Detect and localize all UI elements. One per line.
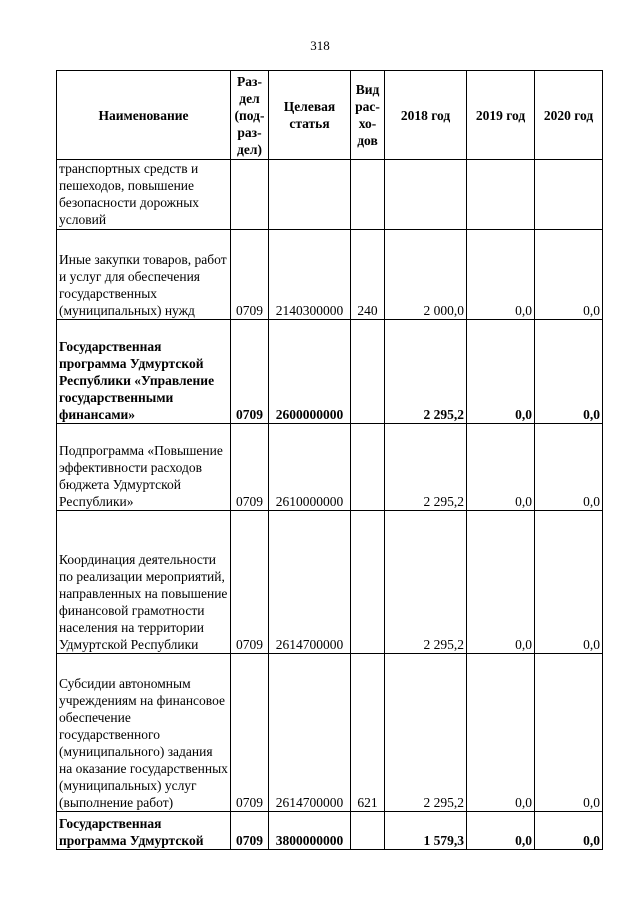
cell-section: 0709 <box>231 812 269 850</box>
cell-2019: 0,0 <box>467 230 535 320</box>
cell-2020: 0,0 <box>535 511 603 654</box>
budget-table <box>56 70 603 850</box>
table-row <box>57 424 603 511</box>
cell-target <box>269 160 351 230</box>
cell-2019: 0,0 <box>467 320 535 424</box>
cell-target: 2614700000 <box>269 511 351 654</box>
cell-2018: 2 295,2 <box>385 320 467 424</box>
cell-2019: 0,0 <box>467 424 535 511</box>
cell-type: 621 <box>351 654 385 812</box>
cell-2018: 2 295,2 <box>385 654 467 812</box>
header-name: Наименование <box>57 71 231 160</box>
cell-section: 0709 <box>231 424 269 511</box>
cell-type <box>351 424 385 511</box>
cell-section: 0709 <box>231 511 269 654</box>
table-header-row <box>57 71 603 160</box>
cell-2020: 0,0 <box>535 320 603 424</box>
cell-name: Государственная программа Удмуртской Республики «Управление государственными финансами» <box>57 320 231 424</box>
cell-type <box>351 320 385 424</box>
cell-2020 <box>535 160 603 230</box>
table-row <box>57 230 603 320</box>
table-row <box>57 160 603 230</box>
cell-2020: 0,0 <box>535 230 603 320</box>
table-row <box>57 320 603 424</box>
cell-section <box>231 160 269 230</box>
header-section: Раз- дел (под- раз- дел) <box>231 71 269 160</box>
table-row <box>57 812 603 850</box>
header-type: Вид рас- хо- дов <box>351 71 385 160</box>
cell-name: Подпрограмма «Повышение эффективности расходов бюджета Удмуртской Республики» <box>57 424 231 511</box>
cell-2018 <box>385 160 467 230</box>
cell-2019 <box>467 160 535 230</box>
cell-2018: 1 579,3 <box>385 812 467 850</box>
header-2019: 2019 год <box>467 71 535 160</box>
header-target: Целевая статья <box>269 71 351 160</box>
cell-2018: 2 295,2 <box>385 511 467 654</box>
header-2018: 2018 год <box>385 71 467 160</box>
cell-2020: 0,0 <box>535 654 603 812</box>
cell-type <box>351 511 385 654</box>
cell-2019: 0,0 <box>467 812 535 850</box>
cell-name: Координация деятельности по реализации мероприятий, направленных на повышение финансовой грамотности населения на территории Удмуртской Республики <box>57 511 231 654</box>
cell-2020: 0,0 <box>535 812 603 850</box>
cell-2019: 0,0 <box>467 654 535 812</box>
cell-name: транспортных средств и пешеходов, повышение безопасности дорожных условий <box>57 160 231 230</box>
cell-2018: 2 000,0 <box>385 230 467 320</box>
header-2020: 2020 год <box>535 71 603 160</box>
page-number: 318 <box>310 38 330 53</box>
cell-section: 0709 <box>231 230 269 320</box>
cell-section: 0709 <box>231 320 269 424</box>
cell-section: 0709 <box>231 654 269 812</box>
cell-target: 2600000000 <box>269 320 351 424</box>
cell-2019: 0,0 <box>467 511 535 654</box>
cell-target: 2614700000 <box>269 654 351 812</box>
cell-name: Иные закупки товаров, работ и услуг для обеспечения государственных (муниципальных) нужд <box>57 230 231 320</box>
cell-target: 2610000000 <box>269 424 351 511</box>
table-row <box>57 654 603 812</box>
cell-type <box>351 812 385 850</box>
cell-target: 2140300000 <box>269 230 351 320</box>
cell-target: 3800000000 <box>269 812 351 850</box>
cell-name: Субсидии автономным учреждениям на финансовое обеспечение государственного (муниципального) задания на оказание государственных (муниципальных) услуг (выполнение работ) <box>57 654 231 812</box>
cell-type: 240 <box>351 230 385 320</box>
cell-type <box>351 160 385 230</box>
cell-2020: 0,0 <box>535 424 603 511</box>
table-row <box>57 511 603 654</box>
cell-2018: 2 295,2 <box>385 424 467 511</box>
cell-name: Государственная программа Удмуртской <box>57 812 231 850</box>
